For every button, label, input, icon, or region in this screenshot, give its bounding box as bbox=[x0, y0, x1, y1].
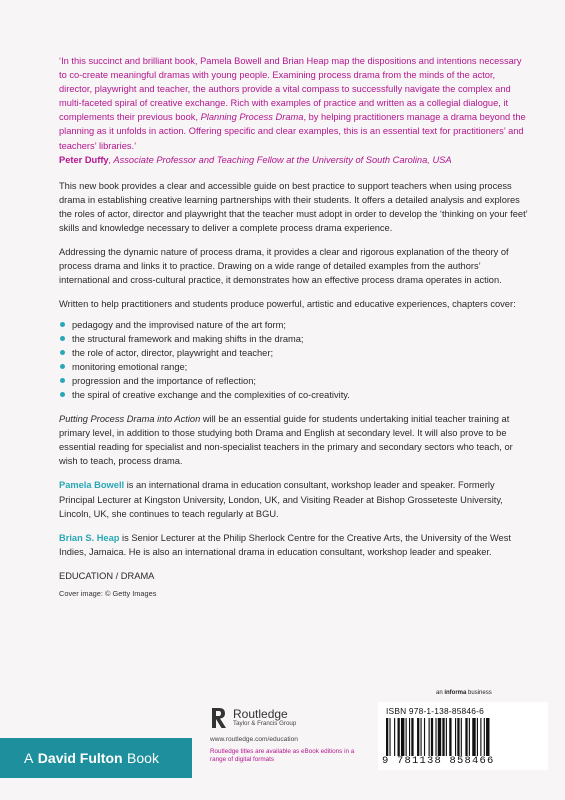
bullet-dot-icon bbox=[60, 378, 65, 383]
barcode-bar bbox=[446, 718, 447, 756]
barcode-bar bbox=[398, 718, 400, 756]
author-bio-1: Pamela Bowell is an international drama in education consultant, workshop leader and speaker. Formerly Principal Lecturer at Kingston University, London, UK, and Visiting Reader at Bishop Grosseteste University, Lincoln, UK, she continues to teach regularly at BGU. bbox=[59, 480, 503, 519]
list-item: progression and the importance of reflection; bbox=[59, 374, 529, 388]
endorsement-attribution bbox=[59, 153, 529, 167]
routledge-r-icon bbox=[210, 707, 228, 729]
chapter-list bbox=[59, 318, 529, 403]
bullet-dot-icon bbox=[60, 350, 65, 355]
subject-category: EDUCATION / DRAMA bbox=[59, 570, 155, 581]
barcode-bar bbox=[429, 718, 430, 756]
barcode-bar bbox=[477, 718, 478, 756]
list-item: monitoring emotional range; bbox=[59, 360, 529, 374]
publisher-name: Routledge bbox=[233, 707, 288, 721]
list-item: the structural framework and making shifts in the drama; bbox=[59, 332, 529, 346]
barcode-bar bbox=[486, 718, 489, 756]
barcode-bar bbox=[457, 718, 459, 756]
publisher-logo bbox=[210, 707, 380, 729]
barcode-bar bbox=[421, 718, 422, 756]
description-paragraph-1: This new book provides a clear and accessible guide on best practice to support teachers when using process drama in establishing creative learning partnerships with their students. It offers a detailed analysis and explores the roles of actor, director and playwright that the teacher must adopt in order to develop the ‘thinking on your feet’ skills and knowledge necessary to deliver a complete process drama experience. bbox=[59, 180, 528, 234]
endorser-role: , Associate Professor and Teaching Fellow at the University of South Carolina, USA bbox=[108, 154, 452, 165]
isbn-barcode bbox=[378, 702, 548, 770]
list-item: the role of actor, director, playwright and teacher; bbox=[59, 346, 529, 360]
author-name-2: Brian S. Heap bbox=[59, 532, 120, 543]
description-paragraph-2: Addressing the dynamic nature of process drama, it provides a clear and rigorous explanation of the theory of process drama and links it to practice. Drawing on a wide range of detailed examples from the authors’ international and cross-cultural practice, it demonstrates how an effective process drama operates in action. bbox=[59, 247, 509, 286]
barcode-bar bbox=[465, 718, 467, 756]
publisher-block bbox=[210, 707, 380, 764]
barcode-bar bbox=[442, 718, 444, 756]
bullet-dot-icon bbox=[60, 336, 65, 341]
book-title: Putting Process Drama into Action bbox=[59, 414, 201, 425]
description-paragraph-3: Written to help practitioners and students produce powerful, artistic and educative experiences, chapters cover: bbox=[59, 299, 516, 310]
barcode-bar bbox=[435, 718, 436, 756]
publisher-url: www.routledge.com/education bbox=[210, 736, 298, 743]
barcode-bar bbox=[449, 718, 451, 756]
barcode-bar bbox=[472, 718, 475, 756]
barcode-bar bbox=[438, 718, 441, 756]
barcode-bar bbox=[455, 718, 456, 756]
barcode-bar bbox=[469, 718, 470, 756]
bullet-dot-icon bbox=[60, 364, 65, 369]
cover-image-credit: Cover image: © Getty Images bbox=[59, 589, 157, 598]
list-item: pedagogy and the improvised nature of the art form; bbox=[59, 318, 529, 332]
bullet-dot-icon bbox=[60, 322, 65, 327]
list-item: the spiral of creative exchange and the complexities of co-creativity. bbox=[59, 388, 529, 402]
barcode-bar bbox=[401, 718, 404, 756]
barcode-bar bbox=[424, 718, 425, 756]
barcode-bar bbox=[386, 718, 388, 756]
endorsement-quote: ‘In this succinct and brilliant book, Pamela Bowell and Brian Heap map the dispositions and intentions necessary to co-create meaningful dramas with young people. Examining process drama from the minds of the actor, director, playwright and teacher, the authors provide a vital compass to successfully navigate the complex and multi-faceted spiral of creative exchange. Rich with examples of practice and written as a collegial dialogue, it complements their previous book, Planning Process Drama, by helping practitioners manage a drama beyond the planning as it unfolds in action. Offering specific and clear examples, this is an essential text for practitioners’ and teachers’ libraries.’ bbox=[59, 56, 526, 151]
back-cover-text bbox=[59, 54, 529, 601]
barcode-bar bbox=[406, 718, 407, 756]
author-name-1: Pamela Bowell bbox=[59, 480, 125, 491]
imprint-band: A David Fulton Book bbox=[0, 738, 192, 778]
barcode-bar bbox=[461, 718, 462, 756]
barcode-bar bbox=[409, 718, 410, 756]
publisher-group: Taylor & Francis Group bbox=[233, 720, 297, 727]
author-bio-2: Brian S. Heap is Senior Lecturer at the Philip Sherlock Centre for the Creative Arts, the University of the West Indies, Jamaica. He is also an international drama in education consultant, workshop leader and speaker. bbox=[59, 532, 511, 557]
description-paragraph-4: Putting Process Drama into Action will be an essential guide for students undertaking initial teacher training at primary level, in addition to those studying both Drama and English at secondary level. It will also prove to be essential reading for specialist and non-specialist teachers in the primary and secondary sectors who teach, or wish to teach, process drama. bbox=[59, 414, 513, 467]
barcode-bar bbox=[431, 718, 433, 756]
isbn-number: ISBN 978-1-138-85846-6 bbox=[386, 706, 484, 716]
ebook-note: Routledge titles are available as eBook editions in a range of digital formats bbox=[210, 748, 355, 763]
previous-book-title: Planning Process Drama bbox=[200, 112, 304, 123]
endorser-name: Peter Duffy bbox=[59, 154, 109, 165]
barcode-bar bbox=[417, 718, 419, 756]
barcode-icon bbox=[386, 718, 540, 756]
informa-business-label: an informa business bbox=[436, 690, 492, 696]
barcode-digits: 9 781138 858466 bbox=[382, 755, 495, 767]
imprint-name: David Fulton bbox=[37, 750, 123, 766]
barcode-bar bbox=[411, 718, 413, 756]
bullet-dot-icon bbox=[60, 392, 65, 397]
barcode-bar bbox=[389, 718, 390, 756]
barcode-bar bbox=[484, 718, 485, 756]
barcode-bar bbox=[394, 718, 395, 756]
barcode-bar bbox=[480, 718, 481, 756]
